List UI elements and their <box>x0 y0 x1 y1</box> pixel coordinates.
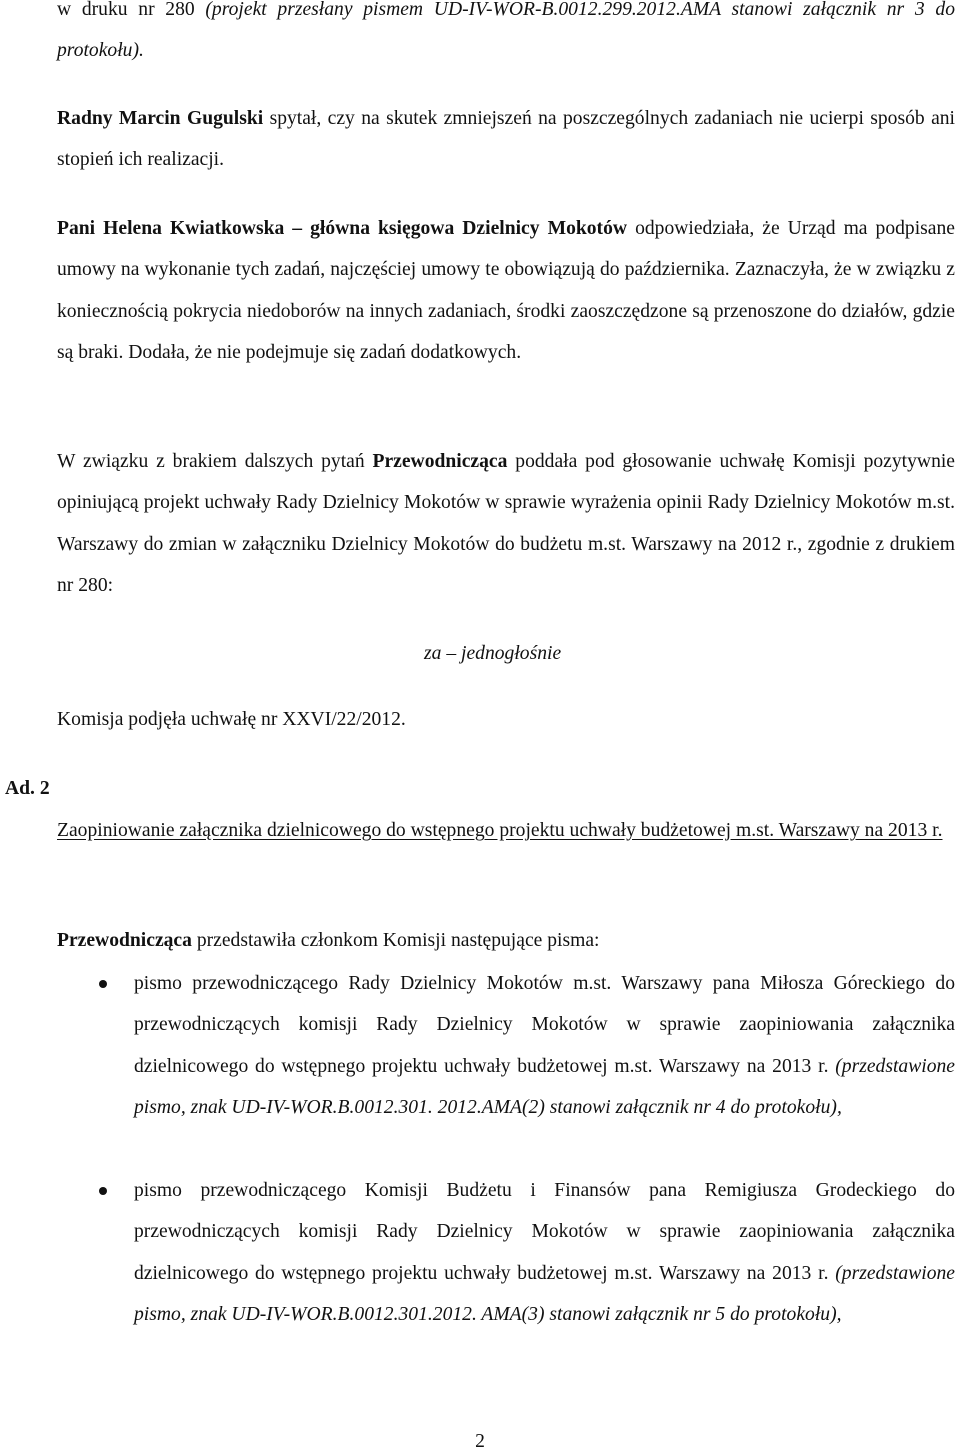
chair-label: Przewodnicząca <box>372 451 508 472</box>
bullet-item-1 <box>134 963 955 1128</box>
gugulski-text: spytał, czy na skutek zmniejszeń na poszczególnych zadaniach nie ucierpi sposób ani stopień ich realizacji. <box>57 108 956 171</box>
paragraph-continuation <box>57 0 955 72</box>
continuation-text: w druku nr 280 <box>57 0 206 20</box>
bullet-2-text: pismo przewodniczącego Komisji Budżetu i Finansów pana Remigiusza Grodeckiego do przewodniczących komisji Rady Dzielnicy Mokotów w sprawie zaopiniowania załącznika dzielnicowego do wstępnego projektu uchwały budżetowej m.st. Warszawy na 2013 r. <box>134 1180 955 1284</box>
speaker-kwiatkowska: Pani Helena Kwiatkowska – główna księgowa Dzielnicy Mokotów <box>57 218 628 239</box>
paragraph-kwiatkowska <box>57 208 955 373</box>
paragraph-letters <box>57 929 599 953</box>
continuation-attachment-note: (projekt przesłany pismem UD-IV-WOR-B.0012.299.2012.AMA stanowi załącznik nr 3 do protokołu). <box>57 0 955 62</box>
bullet-dot-1 <box>99 980 107 988</box>
resolution-text: Komisja podjęła uchwałę nr XXVI/22/2012. <box>57 709 406 730</box>
chair-label-2: Przewodnicząca <box>57 930 192 951</box>
speaker-gugulski: Radny Marcin Gugulski <box>57 108 264 129</box>
vote-text-body: poddała pod głosowanie uchwałę Komisji pozytywnie opiniującą projekt uchwały Rady Dzielnicy Mokotów w sprawie wyrażenia opinii Rady Dzielnicy Mokotów m.st. Warszawy do zmian w załączniku Dzielnicy Mokotów do budżetu m.st. Warszawy na 2012 r., zgodnie z drukiem nr 280: <box>57 451 956 596</box>
agenda-item-title: Zaopiniowanie załącznika dzielnicowego do wstępnego projektu uchwały budżetowej m.st. Warszawy na 2013 r. <box>57 820 943 841</box>
bullet-1-text: pismo przewodniczącego Rady Dzielnicy Mokotów m.st. Warszawy pana Miłosza Góreckiego do przewodniczących komisji Rady Dzielnicy Mokotów w sprawie zaopiniowania załącznika dzielnicowego do wstępnego projektu uchwały budżetowej m.st. Warszawy na 2013 r. <box>134 973 955 1077</box>
bullet-2-note: (przedstawione pismo, znak UD-IV-WOR.B.0012.301.2012. AMA(3) stanowi załącznik nr 5 do protokołu), <box>134 1262 955 1325</box>
paragraph-gugulski <box>57 98 955 181</box>
kwiatkowska-text: odpowiedziała, że Urząd ma podpisane umowy na wykonanie tych zadań, najczęściej umowy te obowiązują do października. Zaznaczyła, że w związku z koniecznością pokrycia niedoborów na innych zadaniach, środki zaoszczędzone są przenoszone do działów, gdzie są braki. Dodała, że nie podejmuje się zadań dodatkowych. <box>57 218 955 363</box>
bullet-1-note: (przedstawione pismo, znak UD-IV-WOR.B.0012.301. 2012.AMA(2) stanowi załącznik nr 4 do protokołu), <box>134 1055 955 1118</box>
letters-text: przedstawiła członkom Komisji następujące pisma: <box>191 930 600 951</box>
bullet-item-2 <box>134 1170 955 1335</box>
page-number: 2 <box>475 1431 485 1452</box>
vote-result: za – jednogłośnie <box>424 643 562 664</box>
paragraph-vote <box>57 441 955 606</box>
agenda-item-label: Ad. 2 <box>5 778 50 799</box>
vote-text-intro: W związku z brakiem dalszych pytań <box>57 451 373 472</box>
bullet-dot-2 <box>99 1187 107 1195</box>
